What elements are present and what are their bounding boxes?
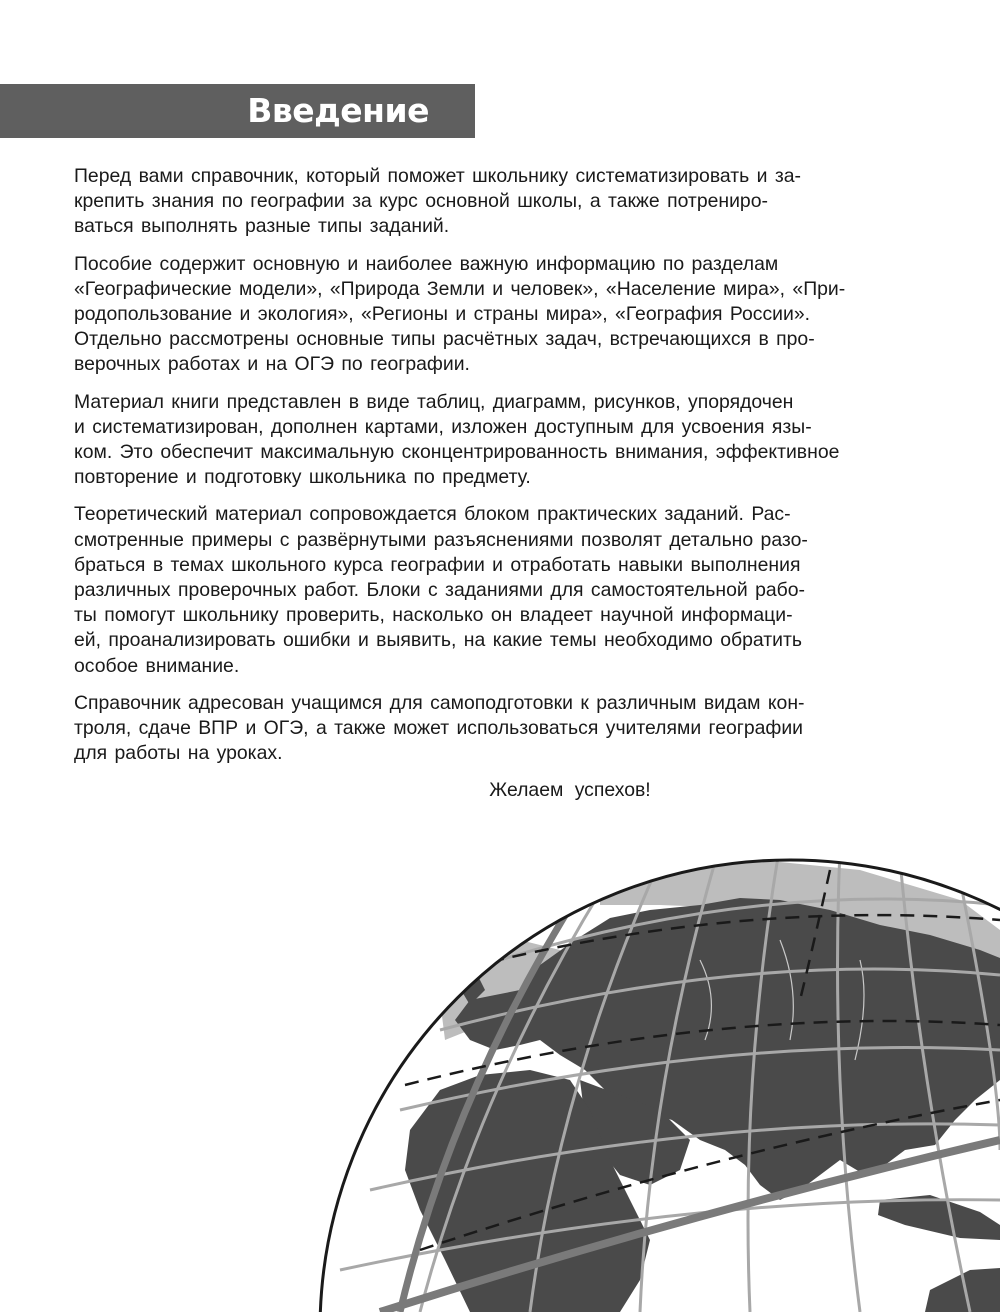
page-title: Введение bbox=[247, 91, 429, 130]
paragraph-2: Пособие содержит основную и наиболее важную информацию по разделам «Географические модели», «Природа Земли и человек», «Население мира», «При- родопользование и экология», «Регионы и страны мира», «География России». Отдельно рассмотрены основные типы расчётных задач, встречающихся в про- верочных работах и на ОГЭ по географии. bbox=[74, 252, 846, 376]
globe-illustration bbox=[0, 820, 1000, 1312]
paragraph-5: Справочник адресован учащимся для самоподготовки к различным видам кон- троля, сдаче ВПР и ОГЭ, а также может использоваться учителями географии для работы на уроках. bbox=[74, 691, 805, 765]
closing-wish: Желаем успехов! bbox=[489, 779, 651, 802]
paragraph-1: Перед вами справочник, который поможет школьнику систематизировать и за- крепить знания по географии за курс основной школы, а также потрениро- ваться выполнять разные типы заданий. bbox=[74, 165, 801, 238]
paragraph-3: Материал книги представлен в виде таблиц, диаграмм, рисунков, упорядочен и систематизирован, дополнен картами, изложен доступным для усвоения язы- ком. Это обеспечит максимальную сконцентрированность внимания, эффективное повторение и подготовку школьника по предмету. bbox=[74, 390, 840, 489]
paragraph-4: Теоретический материал сопровождается блоком практических заданий. Рас- смотренные примеры с развёрнутыми разъяснениями позволят детально разо- браться в темах школьного курса географии и отработать навыки выполнения различных проверочных работ. Блоки с заданиями для самостоятельной рабо- ты помогут школьнику проверить, насколько он владеет научной информаци- ей, проанализировать ошибки и выявить, на какие темы необходимо обратить особое внимание. bbox=[74, 503, 808, 677]
heading-bar bbox=[0, 84, 475, 138]
intro-text bbox=[74, 164, 914, 804]
